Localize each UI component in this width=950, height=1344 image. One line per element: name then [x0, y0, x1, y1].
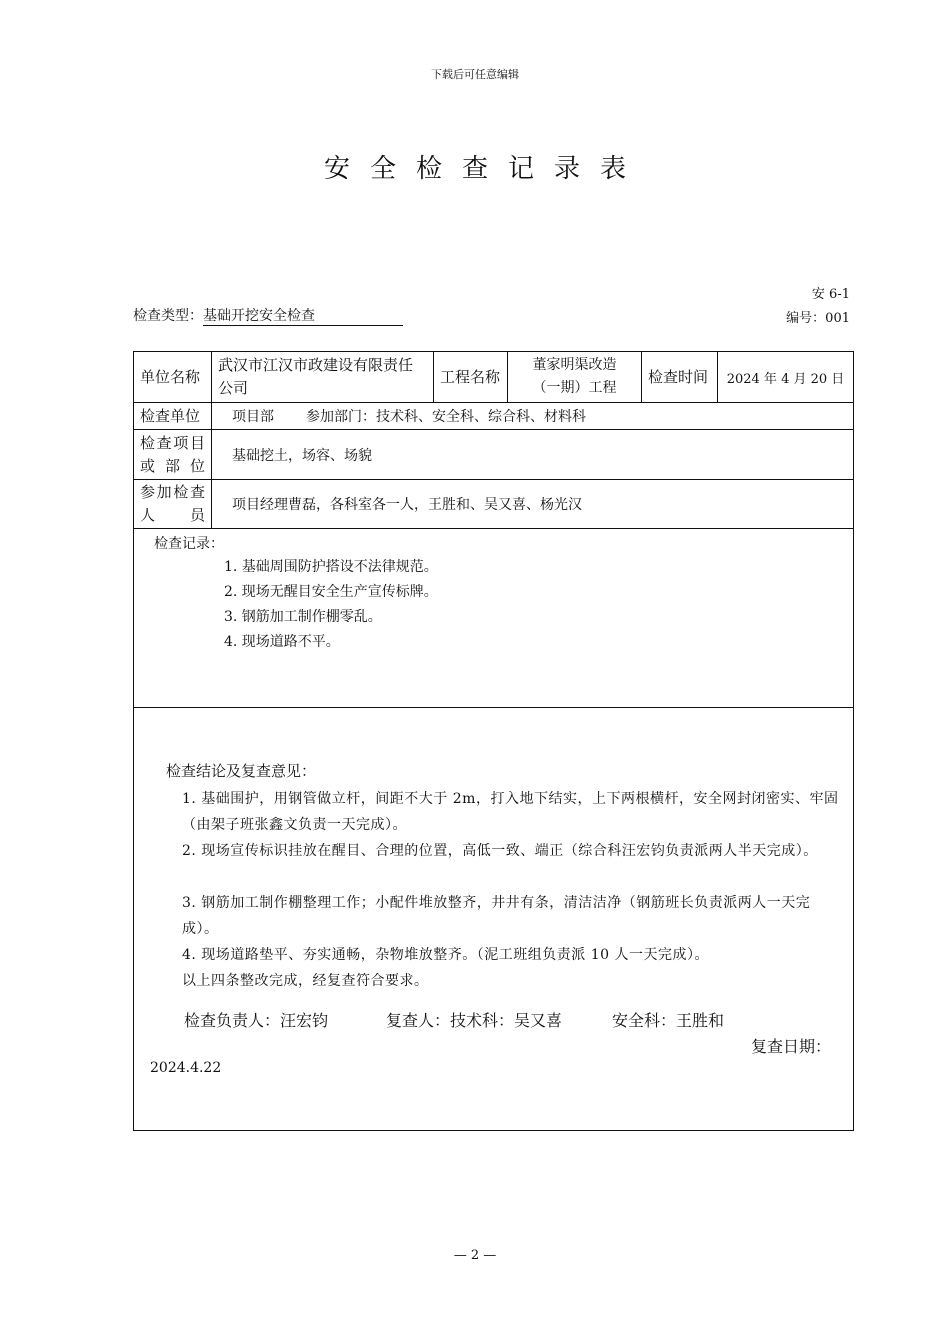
item-label-line-2: 或 部 位 — [140, 456, 205, 475]
dept-value: 项目部 — [232, 409, 274, 425]
item-label-line-1: 检查项目 — [140, 433, 205, 452]
unit-label: 单位名称 — [134, 352, 212, 403]
table-row — [134, 529, 854, 708]
project-value-line-2: （一期）工程 — [532, 380, 617, 396]
inspection-form-table — [133, 351, 854, 1131]
table-row — [134, 352, 854, 403]
time-label: 检查时间 — [642, 352, 718, 403]
people-label — [134, 480, 212, 529]
people-label-char-2: 员 — [189, 506, 205, 524]
conclusion-cell — [134, 708, 854, 1131]
project-value-line-1: 董家明渠改造 — [532, 357, 617, 373]
inspection-type — [133, 305, 403, 326]
table-row — [134, 480, 854, 529]
inspection-type-value: 基础开挖安全检查 — [203, 305, 403, 326]
project-label: 工程名称 — [434, 352, 508, 403]
review-date-label: 复查日期： — [750, 1037, 831, 1056]
conclusion-item: 4. 现场道路垫平、夯实通畅，杂物堆放整齐。（泥工班组负责派 10 人一天完成）。 — [182, 947, 710, 963]
dept-cell — [212, 403, 854, 430]
page-title: 安全检查记录表 — [323, 154, 646, 184]
conclusion-heading: 检查结论及复查意见： — [166, 762, 317, 780]
inspection-records — [134, 529, 854, 708]
time-value: 2024 年 4 月 20 日 — [718, 352, 854, 403]
record-item: 4. 现场道路不平。 — [224, 634, 340, 650]
table-row — [134, 430, 854, 480]
records-heading: 检查记录： — [154, 536, 224, 552]
conclusion-item: 3. 钢筋加工制作棚整理工作；小配件堆放整齐，井井有条，清洁洁净（钢筋班长负责派两人一天完成）。 — [182, 895, 811, 937]
item-value: 基础挖土，场容、场貌 — [212, 430, 854, 480]
participating-depts: 参加部门：技术科、安全科、综合科、材料科 — [306, 409, 586, 425]
table-row — [134, 708, 854, 1131]
people-label-line-1: 参加检查 — [140, 483, 205, 501]
table-row — [134, 403, 854, 430]
conclusion-item: 1. 基础围护，用钢管做立杆，间距不大于 2m，打入地下结实，上下两根横杆，安全网封闭密实、牢固（由架子班张鑫文负责一天完成）。 — [182, 791, 839, 833]
record-item: 2. 现场无醒目安全生产宣传标牌。 — [224, 584, 438, 600]
people-value: 项目经理曹磊，各科室各一人，王胜和、吴又喜、杨光汉 — [212, 480, 854, 529]
unit-value: 武汉市江汉市政建设有限责任公司 — [212, 352, 434, 403]
safety-signature: 安全科：王胜和 — [612, 1011, 725, 1030]
people-label-char-1: 人 — [140, 506, 156, 524]
inspection-type-label: 检查类型： — [133, 308, 203, 324]
header-note: 下载后可任意编辑 — [431, 68, 519, 81]
people-label-line-2 — [140, 504, 205, 527]
item-label — [134, 430, 212, 480]
serial-number: 编号：001 — [786, 311, 850, 326]
review-date: 2024.4.22 — [150, 1060, 222, 1076]
reviewer-signature: 复查人：技术科：吴又喜 — [386, 1011, 563, 1030]
record-item: 1. 基础周围防护搭设不法律规范。 — [224, 559, 438, 575]
project-value — [508, 352, 642, 403]
conclusion-summary: 以上四条整改完成，经复查符合要求。 — [182, 973, 429, 989]
inspector-signature: 检查负责人：汪宏钧 — [184, 1011, 329, 1030]
form-code: 安 6-1 — [811, 287, 850, 302]
dept-label: 检查单位 — [134, 403, 212, 430]
conclusion-item: 2. 现场宣传标识挂放在醒目、合理的位置，高低一致、端正（综合科汪宏钧负责派两人半天完成）。 — [182, 843, 818, 859]
page-number: — 2 — — [453, 1248, 497, 1263]
record-item: 3. 钢筋加工制作棚零乱。 — [224, 609, 382, 625]
